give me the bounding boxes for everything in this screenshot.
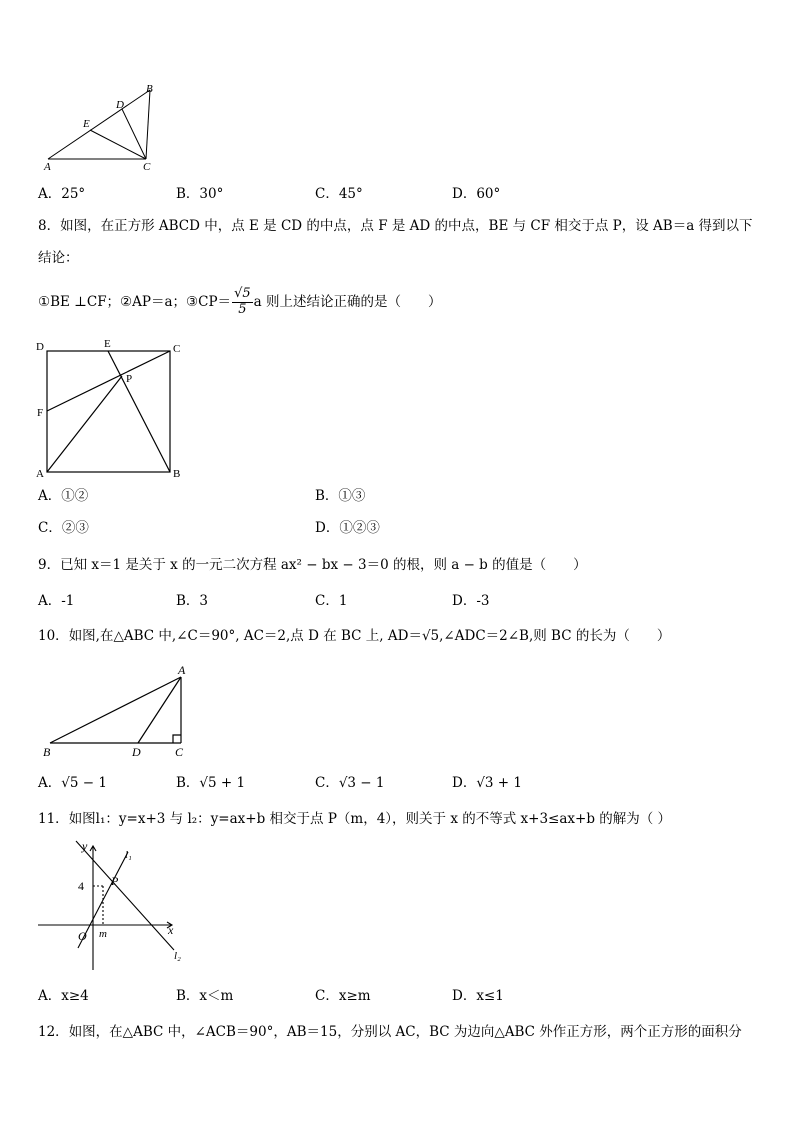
q7-label-c: C xyxy=(143,161,151,173)
q8-label-b: B xyxy=(173,468,181,480)
q11-label-l1: l₁ xyxy=(125,849,132,861)
q8-number: 8． xyxy=(38,218,61,234)
q12-text: 如图，在△ABC 中，∠ACB＝90°，AB＝15，分别以 AC，BC 为边向△ABC 外作正方形，两个正方形的面积分 xyxy=(68,1024,742,1040)
q10-label-c: C xyxy=(175,745,184,759)
q9-option-c[interactable]: C．1 xyxy=(315,593,348,609)
q12-number: 12． xyxy=(38,1024,69,1040)
q11-stem xyxy=(38,813,671,827)
q8-text-line1: 如图，在正方形 ABCD 中，点 E 是 CD 的中点，点 F 是 AD 的中点，BE 与 CF 相交于点 P，设 AB＝a 得到以下 xyxy=(60,218,753,234)
q10-label-b: B xyxy=(43,745,51,759)
q8-conclusion-text: ①BE ⊥CF；②AP＝a；③CP＝ xyxy=(38,293,232,310)
q10-option-d[interactable]: D．√3 + 1 xyxy=(452,775,522,791)
q11-option-a[interactable]: A．x≥4 xyxy=(38,988,89,1004)
q7-option-b[interactable]: B．30° xyxy=(176,186,224,202)
q7-label-b: B xyxy=(146,83,153,95)
q11-figure xyxy=(36,838,196,974)
q9-text: 已知 x＝1 是关于 x 的一元二次方程 ax² − bx − 3＝0 的根，则 a − b 的值是（ ） xyxy=(60,557,587,573)
q8-conclusion-tail: a 则上述结论正确的是（ ） xyxy=(253,293,442,310)
q11-label-y: y xyxy=(82,839,88,853)
q11-label-p: P xyxy=(111,874,119,888)
q8-text-line2: 结论： xyxy=(38,250,79,266)
q10-option-b[interactable]: B．√5 + 1 xyxy=(176,775,246,791)
q10-figure xyxy=(36,660,196,760)
q8-stem xyxy=(38,220,753,234)
q8-fraction xyxy=(232,287,253,318)
q10-number: 10． xyxy=(38,628,69,644)
q8-label-f: F xyxy=(37,407,44,419)
q8-option-d[interactable]: D．①②③ xyxy=(315,520,380,536)
q11-option-c[interactable]: C．x≥m xyxy=(315,988,371,1004)
q10-label-a: A xyxy=(178,663,186,677)
q8-option-a[interactable]: A．①② xyxy=(38,488,89,504)
q11-label-o: O xyxy=(78,929,87,943)
q11-label-m: m xyxy=(99,928,107,940)
q9-option-a[interactable]: A．-1 xyxy=(38,593,75,609)
q8-option-b[interactable]: B．①③ xyxy=(315,488,366,504)
q8-frac-num: √5 xyxy=(234,286,251,301)
q8-conclusions xyxy=(38,287,441,318)
q10-label-d: D xyxy=(132,745,141,759)
q9-option-d[interactable]: D．-3 xyxy=(452,593,490,609)
q7-label-a: A xyxy=(44,161,51,173)
q11-label-4: 4 xyxy=(78,879,84,893)
q8-label-c: C xyxy=(173,343,181,355)
q7-option-d[interactable]: D．60° xyxy=(452,186,501,202)
q12-stem xyxy=(38,1026,742,1040)
q8-option-c[interactable]: C．②③ xyxy=(38,520,89,536)
q9-option-b[interactable]: B．3 xyxy=(176,593,209,609)
q8-label-e: E xyxy=(104,338,111,350)
q8-frac-den: 5 xyxy=(238,301,247,317)
q7-figure xyxy=(40,80,170,172)
q8-label-d: D xyxy=(36,341,44,353)
q11-label-x: x xyxy=(168,923,174,937)
q8-label-p: P xyxy=(126,373,133,385)
q8-label-a: A xyxy=(36,468,44,480)
q10-stem xyxy=(38,630,670,644)
q10-option-c[interactable]: C．√3 − 1 xyxy=(315,775,385,791)
q9-stem xyxy=(38,559,587,573)
q10-text: 如图,在△ABC 中,∠C＝90°, AC＝2,点 D 在 BC 上, AD＝√5,∠ADC＝2∠B,则 BC 的长为（ ） xyxy=(68,628,671,644)
q10-option-a[interactable]: A．√5 − 1 xyxy=(38,775,107,791)
q8-figure xyxy=(36,340,196,480)
q11-label-l2: l₂ xyxy=(174,950,181,962)
q11-option-b[interactable]: B．x＜m xyxy=(176,988,234,1004)
q7-option-a[interactable]: A．25° xyxy=(38,186,86,202)
q7-label-d: D xyxy=(116,99,124,111)
q11-option-d[interactable]: D．x≤1 xyxy=(452,988,504,1004)
q11-text: 如图l₁：y=x+3 与 l₂：y=ax+b 相交于点 P（m，4），则关于 x 的不等式 x+3≤ax+b 的解为（ ） xyxy=(68,811,672,827)
q7-option-c[interactable]: C．45° xyxy=(315,186,363,202)
q11-number: 11． xyxy=(38,811,69,827)
q9-number: 9． xyxy=(38,557,61,573)
q7-label-e: E xyxy=(83,118,90,130)
